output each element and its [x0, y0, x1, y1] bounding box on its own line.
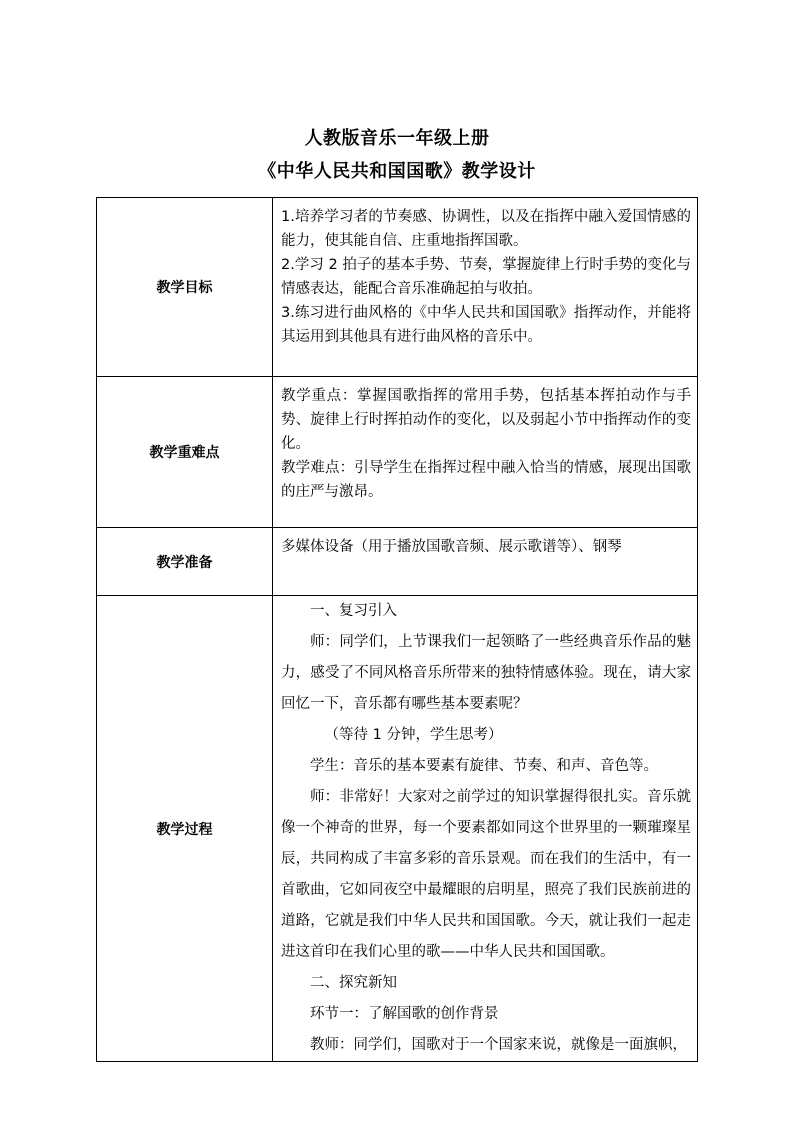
goals-row [97, 198, 698, 377]
key-difficulty-text: 教学难点：引导学生在指挥过程中融入恰当的情感，展现出国歌的庄严与激昂。 [281, 460, 691, 500]
key-points-row [97, 377, 698, 528]
goal-item: 2.学习 2 拍子的基本手势、节奏，掌握旋律上行时手势的变化与情感表达，能配合音乐准确起拍与收拍。 [281, 257, 691, 297]
key-points-label: 教学重难点 [97, 377, 273, 528]
goals-label: 教学目标 [97, 198, 273, 377]
document-title: 人教版音乐一年级上册 [304, 128, 490, 149]
preparation-row [97, 528, 698, 596]
preparation-label: 教学准备 [97, 528, 273, 596]
key-focus-text: 教学重点：掌握国歌指挥的常用手势，包括基本挥拍动作与手势、旋律上行时挥拍动作的变化，以及弱起小节中指挥动作的变化。 [281, 388, 691, 452]
preparation-text: 多媒体设备（用于播放国歌音频、展示歌谱等）、钢琴 [281, 539, 622, 555]
process-paragraph: （等待 1 分钟，学生思考） [324, 727, 503, 743]
process-paragraph: 教师：同学们，国歌对于一个国家来说，就像是一面旗帜， [310, 1037, 687, 1053]
goal-item: 3.练习进行曲风格的《中华人民共和国国歌》指挥动作，并能将其运用到其他具有进行曲风格的音乐中。 [281, 305, 691, 345]
goal-item: 1.培养学习者的节奏感、协调性，以及在指挥中融入爱国情感的能力，使其能自信、庄重地指挥国歌。 [281, 209, 691, 249]
key-points-content [273, 377, 698, 528]
process-content [273, 596, 698, 1062]
goals-content [273, 198, 698, 377]
process-paragraph: 二、探究新知 [310, 975, 397, 991]
process-label: 教学过程 [97, 596, 273, 1062]
process-paragraph: 环节一：了解国歌的创作背景 [310, 1006, 499, 1022]
process-paragraph: 师：非常好！大家对之前学过的知识掌握得很扎实。音乐就像一个神奇的世界，每一个要素都如同这个世界里的一颗璀璨星辰，共同构成了丰富多彩的音乐景观。而在我们的生活中，有一首歌曲，它如同夜空中最耀眼的启明星，照亮了我们民族前进的道路，它就是我们中华人民共和国国歌。今天，就让我们一起走进这首印在我们心里的歌——中华人民共和国国歌。 [281, 789, 691, 960]
process-paragraph: 师：同学们，上节课我们一起领略了一些经典音乐作品的魅力，感受了不同风格音乐所带来的独特情感体验。现在，请大家回忆一下，音乐都有哪些基本要素呢？ [281, 634, 691, 712]
process-paragraph: 学生：音乐的基本要素有旋律、节奏、和声、音色等。 [310, 758, 658, 774]
lesson-plan-table [96, 197, 698, 1062]
document-subtitle: 《中华人民共和国国歌》教学设计 [258, 161, 536, 182]
process-row [97, 596, 698, 1062]
process-paragraph: 一、复习引入 [310, 603, 397, 619]
preparation-content [273, 528, 698, 596]
